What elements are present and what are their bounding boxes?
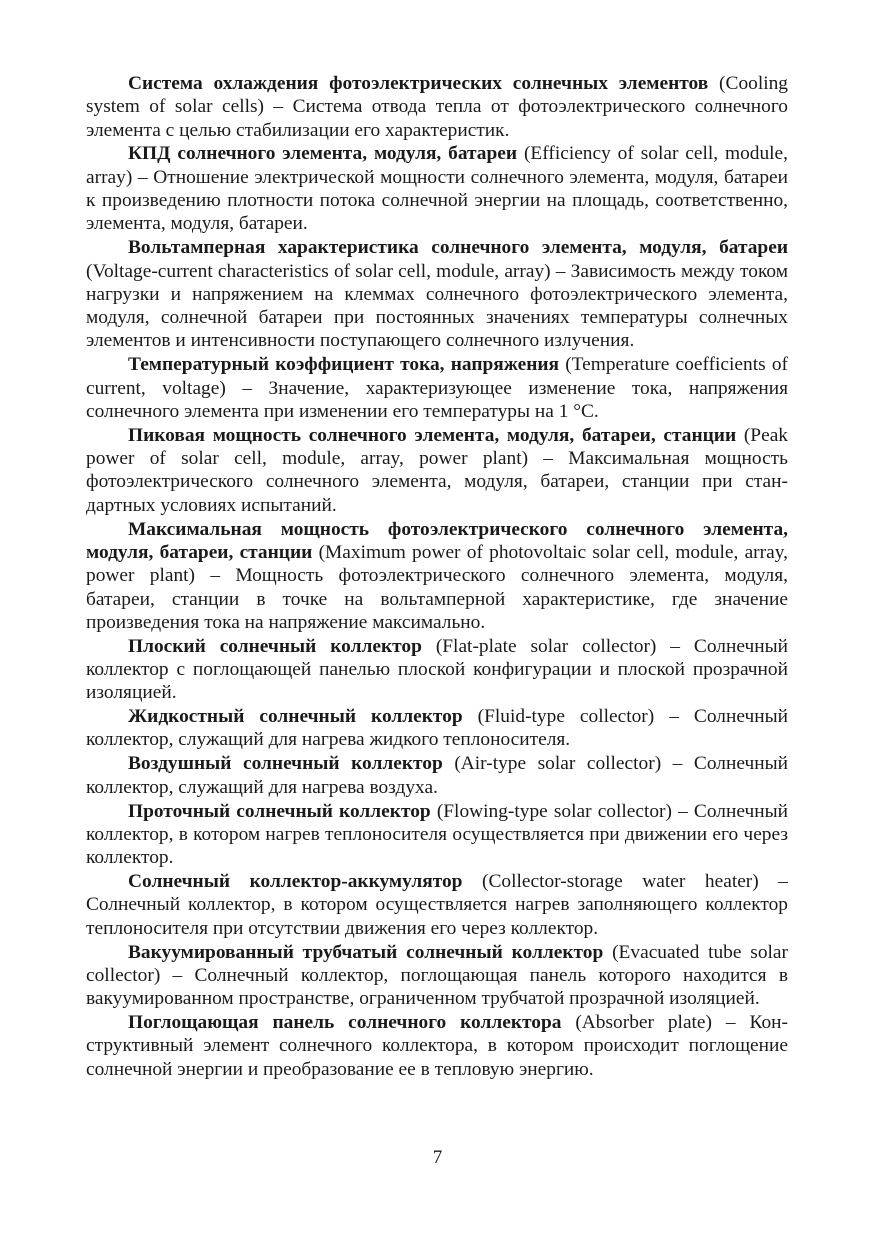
entry-term: Максимальная мощность фотоэлектрического солнечного элемента, модуля, батареи, станции: [86, 518, 788, 563]
glossary-entry-fluid-collector: [86, 705, 788, 752]
glossary-entry-efficiency: [86, 142, 788, 235]
entry-definition: (Flowing-type solar collector) – Солнечный коллектор, в котором нагрев теплоносителя осуществляется при движении его через коллектор.: [86, 800, 788, 869]
glossary-page: [86, 72, 788, 1081]
entry-term: Поглощающая панель солнечного коллектора: [128, 1012, 562, 1033]
entry-term: Солнечный коллектор-аккумулятор: [128, 871, 463, 893]
entry-definition: (Maximum power of photovoltaic solar cell, module, array, power plant) – Мощность фотоэлектрического солнечного элемента, модуля, батареи, станции в точке на вольтамперной характеристике, где значение произведения тока на напряжение максимально.: [86, 541, 788, 633]
glossary-entry-maximum-power: [86, 518, 788, 634]
glossary-entry-collector-storage: [86, 870, 788, 940]
entry-term: Плоский солнечный коллектор: [128, 635, 422, 657]
entry-definition: (Evacuated tube solar collector) – Солнечный коллектор, поглощающая панель которого находится в вакуумированном пространстве, ограниченном трубчатой прозрачной изоляцией.: [86, 941, 789, 1010]
page-number: 7: [432, 1147, 443, 1168]
entry-definition: (Voltage-current characteristics of solar cell, module, array) – Зависимость между током нагрузки и напряжением на клеммах солнечного фотоэлектрического элемента, модуля, солнечной батареи при постоянных значениях температуры солнечных элементов и интенсивности поступающего солнечного излучения.: [86, 260, 788, 352]
entry-definition: (Air-type solar collector) – Солнечный коллектор, служащий для нагрева воздуха.: [86, 753, 789, 798]
glossary-entry-voltage-current: [86, 236, 788, 352]
entry-definition: (Efficiency of solar cell, module, array) – Отношение электрической мощности солнечного элемента, модуля, батареи к произведению плотности потока солнечной энергии на площадь, соответственно, элемента, модуля, батареи.: [86, 143, 788, 235]
entry-term: КПД солнечного элемента, модуля, батареи: [128, 143, 518, 165]
entry-term: Система охлаждения фотоэлектрических солнечных элементов: [128, 73, 709, 94]
glossary-entry-cooling-system: [86, 72, 788, 142]
glossary-entry-absorber-plate: [86, 1011, 788, 1081]
entry-term: Пиковая мощность солнечного элемента, модуля, батареи, станции: [128, 424, 737, 446]
entry-definition: (Collector-storage water heater) – Солнечный коллектор, в котором осуществляется нагрев заполняющего коллектор теплоносителя при отсутствии движения его через коллектор.: [86, 871, 788, 939]
entry-definition: (Peak power of solar cell, module, array, power plant) – Максимальная мощность фотоэлектрического солнечного элемента, модуля, батареи, станции при стандартных условиях испытаний.: [86, 424, 788, 516]
glossary-entry-evacuated-tube-collector: [86, 941, 788, 1011]
entry-definition: (Absorber plate) – Конструктивный элемент солнечного коллектора, в котором происходит поглощение солнечной энергии и преобразование ее в тепловую энергию.: [86, 1012, 788, 1080]
glossary-entry-flowing-collector: [86, 800, 788, 870]
entry-term: Вольтамперная характеристика солнечного элемента, модуля, батареи: [128, 237, 788, 259]
entry-definition: (Cooling system of solar cells) – Система отвода тепла от фотоэлектрического солнечного элемента с целью стабилизации его характеристик.: [86, 73, 788, 141]
entry-term: Воздушный солнечный коллектор: [128, 753, 443, 775]
entry-term: Жидкостный солнечный коллектор: [128, 706, 463, 728]
entry-term: Вакуумированный трубчатый солнечный коллектор: [128, 941, 604, 963]
entry-definition: (Flat-plate solar collector) – Солнечный коллектор с поглощающей панелью плоской конфигурации и плоской прозрачной изоляцией.: [86, 635, 789, 704]
glossary-entry-temperature-coefficient: [86, 353, 788, 423]
entry-definition: (Fluid-type collector) – Солнечный коллектор, служащий для нагрева жидкого теплоносителя.: [86, 706, 788, 751]
entry-term: Проточный солнечный коллектор: [128, 800, 431, 822]
glossary-entry-flat-plate-collector: [86, 635, 788, 705]
entry-definition: (Temperature coefficients of current, voltage) – Значение, характеризующее изменение тока, напряжения солнечного элемента при изменении его температуры на 1 °С.: [86, 354, 788, 422]
entry-term: Температурный коэффициент тока, напряжения: [128, 354, 560, 376]
glossary-entry-peak-power: [86, 424, 788, 517]
glossary-entry-air-collector: [86, 752, 788, 799]
